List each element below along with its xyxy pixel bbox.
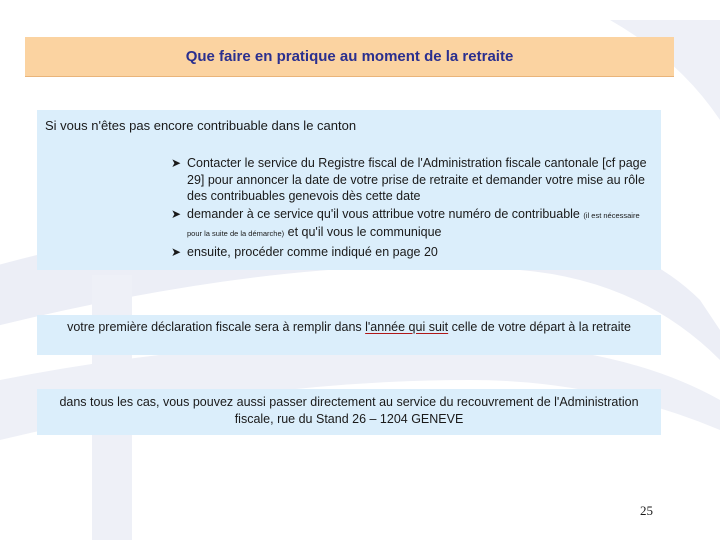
instructions-box xyxy=(37,110,661,270)
note-underlined-text: l'année qui suit xyxy=(365,320,449,334)
note-text-before: votre première déclaration fiscale sera à remplir dans xyxy=(67,320,362,334)
arrowhead-bullet-icon: ➤ xyxy=(171,156,182,170)
list-item xyxy=(171,206,653,243)
bullet-small-note: (il est nécessaire pour la suite de la démarche) xyxy=(187,210,640,238)
list-item xyxy=(171,244,653,261)
bullet-text-continued: et qu'il vous le communique xyxy=(287,225,442,239)
bullet-text: demander à ce service qu'il vous attribue votre numéro de contribuable xyxy=(187,206,580,221)
recovery-service-note: dans tous les cas, vous pouvez aussi passer directement au service du recouvrement de l'Administration fiscale, rue du Stand 26 – 1204 GENEVE xyxy=(37,389,661,435)
bullet-list xyxy=(45,155,653,260)
arrowhead-bullet-icon: ➤ xyxy=(171,244,182,259)
page-number: 25 xyxy=(640,503,653,518)
arrowhead-bullet-icon: ➤ xyxy=(171,206,182,221)
list-item xyxy=(171,155,653,205)
note-text-after: celle de votre départ à la retraite xyxy=(451,320,631,334)
bullet-text: ensuite, procéder comme indiqué en page 20 xyxy=(187,244,438,259)
bullet-text: Contacter le service du Registre fiscal de l'Administration fiscale cantonale [cf page 29] pour annoncer la date de votre prise de retraite et demander votre mise au rôle des contribuables genevois dès cette date xyxy=(187,156,647,203)
first-declaration-note xyxy=(37,315,661,355)
page-title: Que faire en pratique au moment de la retraite xyxy=(25,37,674,77)
section-heading: Si vous n'êtes pas encore contribuable dans le canton xyxy=(45,118,357,133)
